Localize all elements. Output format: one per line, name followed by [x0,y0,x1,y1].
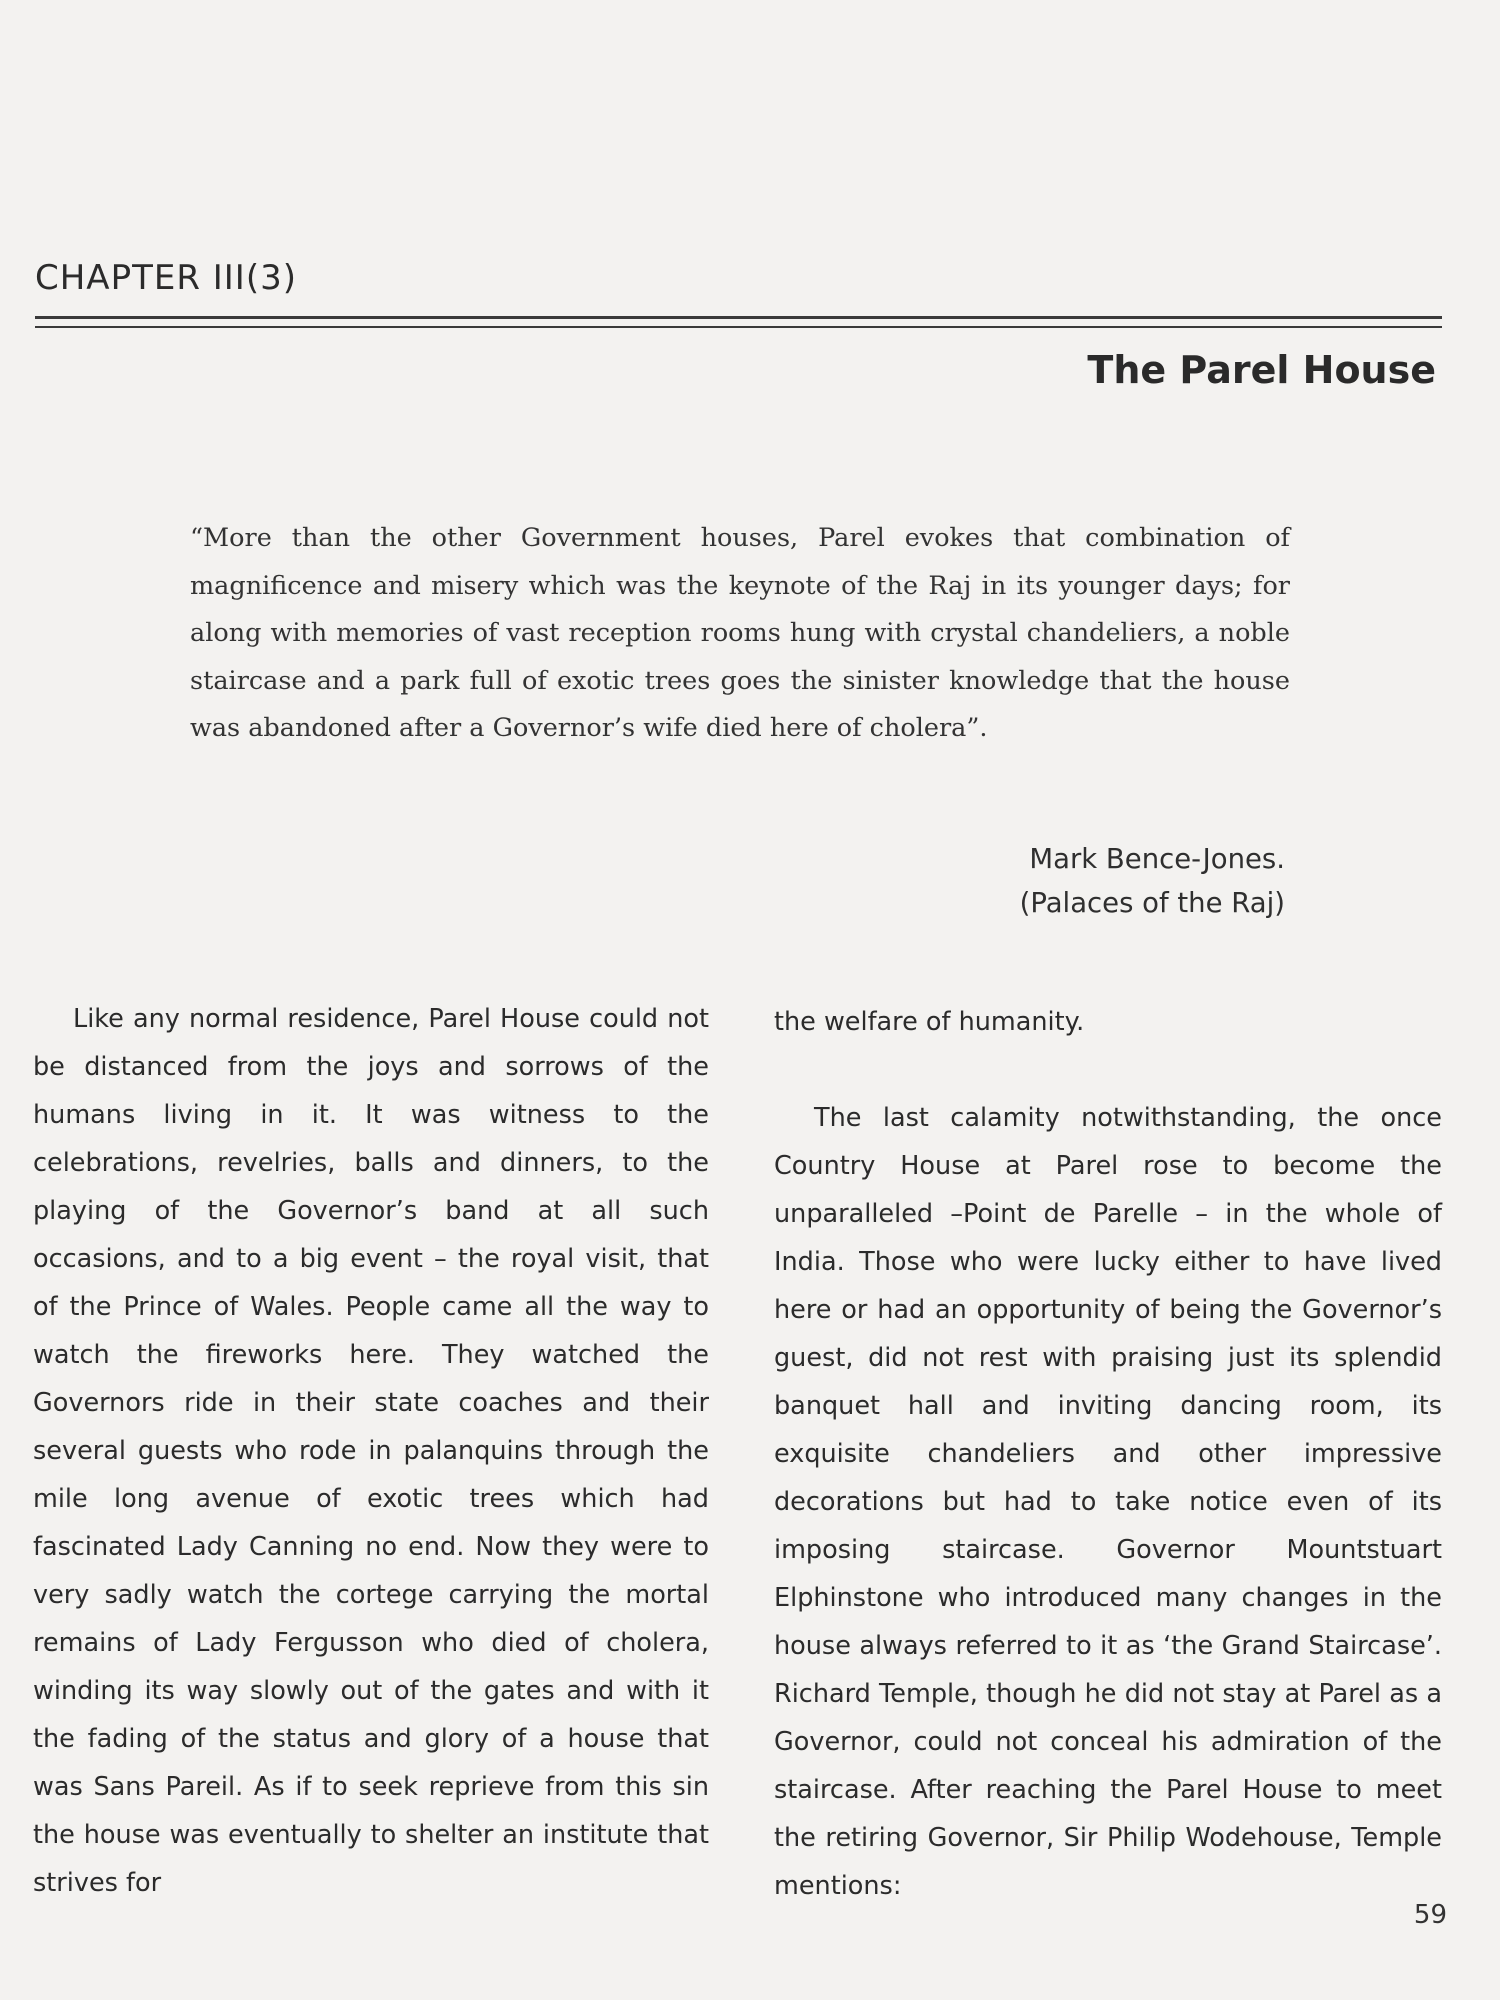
body-paragraph: The last calamity notwithstanding, the once Country House at Parel rose to become the unparalleled –Point de Parelle – in the whole of India. Those who were lucky either to have lived here or had an opportunity of being the Governor’s guest, did not rest with praising just its splendid banquet hall and inviting dancing room, its exquisite chandeliers and other impressive decorations but had to take notice even of its imposing staircase. Governor Mountstuart Elphinstone who introduced many changes in the house always referred to it as ‘the Grand Staircase’. Richard Temple, though he did not stay at Parel as a Governor, could not conceal his admiration of the staircase. After reaching the Parel House to meet the retiring Governor, Sir Philip Wodehouse, Temple mentions: [774,1103,1442,1901]
epigraph-attribution [1020,837,1285,925]
page-number: 59 [1413,1900,1447,1930]
epigraph-quote: “More than the other Government houses, Parel evokes that combination of magnificence and misery which was the keynote of the Raj in its younger days; for along with memories of vast reception rooms hung with crystal chandeliers, a noble staircase and a park full of exotic trees goes the sinister knowledge that the house was abandoned after a Governor’s wife died here of cholera”. [190,523,1290,743]
epigraph-author: Mark Bence-Jones. [1029,843,1285,875]
body-column-left [33,995,709,1907]
body-paragraph: Like any normal residence, Parel House could not be distanced from the joys and sorrows of the humans living in it. It was witness to the celebrations, revelries, balls and dinners, to the playing of the Governor’s band at all such occasions, and to a big event – the royal visit, that of the Prince of Wales. People came all the way to watch the fireworks here. They watched the Governors ride in their state coaches and their several guests who rode in palanquins through the mile long avenue of exotic trees which had fascinated Lady Canning no end. Now they were to very sadly watch the cortege carrying the mortal remains of Lady Fergusson who died of cholera, winding its way slowly out of the gates and with it the fading of the status and glory of a house that was Sans Pareil. As if to seek reprieve from this sin the house was eventually to shelter an institute that strives for [33,1004,709,1898]
chapter-title: The Parel House [1087,348,1436,392]
chapter-label: CHAPTER III(3) [35,258,297,298]
body-column-right [774,998,1442,1910]
header-rule-bottom [35,326,1442,328]
header-rule-top [35,316,1442,319]
body-paragraph-continuation: the welfare of humanity. [774,1007,1085,1037]
epigraph-source: (Palaces of the Raj) [1019,887,1285,919]
